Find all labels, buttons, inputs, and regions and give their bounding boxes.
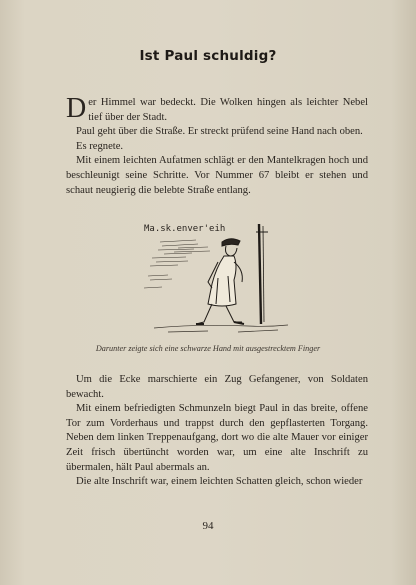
chapter-title: Ist Paul schuldig? [139,48,277,64]
drop-cap: D [66,93,87,124]
paragraph: Es regnete. [76,140,124,152]
paragraph [66,93,368,125]
paragraph: Paul geht über die Straße. Er streckt prüfend seine Hand nach oben. [76,126,363,138]
illustration-man-walking [138,218,298,338]
pole [256,224,268,324]
wall-inscription: Ma.sk.enver'eih [144,224,226,234]
page-number: 94 [202,520,214,532]
paragraph: Mit einem befriedigten Schmunzeln biegt Paul in das breite, offene Tor zum Vorderhaus und trappst durch den gepflasterten Torgang. Neben dem linken Treppenaufgang, dort wo die alte Mauer vor einiger Zeit frisch übertüncht worden war, um eine alte Inschrift zu übermalen, hält Paul abermals an. [66,403,368,473]
paragraph: Die alte Inschrift war, einem leichten Schatten gleich, schon wieder [76,476,363,488]
wall-hatching [144,240,210,288]
paragraph-text: er Himmel war bedeckt. Die Wolken hingen als leichter Nebel tief über der Stadt. [88,97,368,123]
paragraph: Um die Ecke marschierte ein Zug Gefangener, von Soldaten bewacht. [66,374,368,400]
text-block-top [66,93,368,198]
illustration-caption: Darunter zeigte sich eine schwarze Hand mit ausgestrecktem Finger [95,344,321,353]
walking-man [196,239,244,324]
paragraph: Mit einem leichten Aufatmen schlägt er den Mantelkragen hoch und beschleunigt seine Schritte. Vor Nummer 67 bleibt er stehen und schaut neugierig die belebte Straße entlang. [66,155,368,196]
text-block-bottom [66,373,368,490]
ground [154,325,288,332]
